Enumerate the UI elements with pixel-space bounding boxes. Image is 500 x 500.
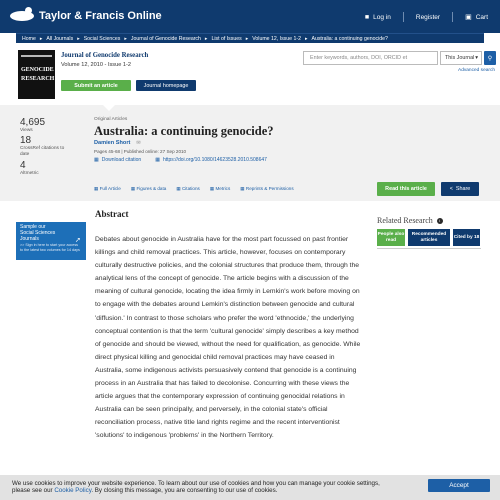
chevron-down-icon: ▾	[475, 55, 478, 61]
journal-volume[interactable]: Volume 12, 2010 - Issue 1-2	[61, 62, 131, 68]
login-link[interactable]: ■ Log in	[364, 13, 391, 21]
taylor-francis-logo[interactable]	[10, 10, 162, 22]
band-notch	[103, 105, 115, 111]
chevron-right-icon: ▸	[124, 35, 127, 42]
chevron-right-icon: ▸	[204, 35, 208, 42]
share-icon: <	[449, 186, 453, 192]
ad-line-4: >> Sign in here to start your access to the latest two volumes for 14 days	[20, 243, 80, 252]
download-citation-link[interactable]: ▦ Download citation	[94, 157, 142, 163]
logo-text: Taylor & Francis Online	[39, 10, 162, 22]
related-tabs	[377, 229, 483, 246]
journal-cover[interactable]	[18, 50, 55, 99]
article-author[interactable]: Damien Short ✉	[94, 140, 141, 146]
chevron-right-icon: ▸	[39, 35, 43, 42]
divider	[403, 12, 404, 22]
tab-reprints-permissions[interactable]: ▦ Reprints & Permissions	[240, 186, 294, 191]
arrow-right-icon: ➚	[75, 237, 81, 244]
divider	[377, 248, 481, 249]
chevron-right-icon: ▸	[245, 35, 249, 42]
tab-recommended-articles[interactable]: Recommended articles	[408, 229, 450, 246]
cookie-banner	[0, 475, 500, 500]
search-input[interactable]	[303, 51, 438, 65]
breadcrumb-list-of-issues[interactable]: List of Issues	[211, 35, 242, 42]
metric-altmetric[interactable]: 4 Altmetric	[20, 160, 39, 176]
cover-stripe	[21, 55, 52, 57]
breadcrumb-all-journals[interactable]: All Journals	[46, 35, 74, 42]
cover-title-1: GENOCIDE	[21, 67, 54, 73]
submit-article-button[interactable]: Submit an article	[61, 80, 131, 91]
breadcrumb	[16, 33, 484, 43]
journal-bar	[16, 46, 496, 102]
journal-homepage-button[interactable]: Journal homepage	[136, 80, 196, 91]
breadcrumb-issue[interactable]: Volume 12, Issue 1-2	[252, 35, 301, 42]
tab-cited-by[interactable]: Cited by 18	[453, 229, 480, 246]
breadcrumb-home[interactable]: Home	[22, 35, 36, 42]
cookie-message: We use cookies to improve your website experience. To learn about our use of cookies and how you can manage your cookie settings, please see our Cookie Policy. By closing this message, you are consenting to our use of cookies.	[12, 480, 380, 495]
doi-link[interactable]: ▦ https://doi.org/10.1080/14623528.2010.508647	[155, 157, 267, 163]
site-header	[0, 0, 500, 33]
breadcrumb-social-sciences[interactable]: Social Sciences	[83, 35, 121, 42]
search-button[interactable]	[484, 51, 496, 65]
abstract-text: Debates about genocide in Australia have for the most part focussed on past frontier killings and child removal practices. This article, however, focuses on contemporary culturally destructive policies, and the colonial structures that produce them, through the analytical lens of the concept of genocide. The article begins with a discussion of the meaning of cultural genocide, locating the idea firmly in Lemkin's work before moving on to engage with the debates around Lemkin's distinction between genocide and cultural 'diffusion.' In contrast to those scholars who prefer the word 'ethnocide,' the underlying conceptual contention is that the term 'cultural genocide' simply describes a key method of genocide and should be viewed, without the need for qualification, as genocide. While direct physical killing and genocidal child removal practices may have ceased in Australia, some indigenous activists persuasively contend that genocide is a continuing process in an Australia that has failed to decolonise. Concurring with these views the article argues that the contemporary expression of continuing genocidal relations in Australia can be seen principally, and perversely, in the colonial state's official reconciliation process, native title land rights regime and the recent interventionist 'solutions' to indigenous 'problems' in the Northern Territory.	[95, 236, 361, 440]
publication-info: Pages 45-68 | Published online: 27 Sep 2010	[94, 149, 187, 154]
ad-line-3: Journals	[20, 235, 39, 242]
register-link[interactable]: Register	[415, 13, 441, 21]
cart-link[interactable]: ▣ Cart	[465, 13, 488, 21]
divider	[452, 12, 453, 22]
breadcrumb-journal[interactable]: Journal of Genocide Research	[130, 35, 201, 42]
advanced-search-link[interactable]: Advanced search	[458, 68, 496, 73]
metric-citations[interactable]: 18 CrossRef citations to date	[20, 135, 65, 157]
sample-journals-ad[interactable]	[16, 222, 86, 260]
share-button[interactable]: < Share	[441, 182, 479, 196]
article-type: Original Articles	[94, 117, 128, 122]
download-icon: ▦	[94, 157, 99, 163]
ad-line-2: Social Sciences	[20, 229, 56, 236]
tab-figures-data[interactable]: ▦ Figures & data	[130, 186, 167, 191]
article-links	[94, 157, 281, 163]
tab-metrics[interactable]: ▦ Metrics	[209, 186, 231, 191]
metric-views: 4,695 Views	[20, 117, 46, 133]
external-link-icon: ▦	[155, 157, 160, 163]
accept-cookies-button[interactable]: Accept	[428, 479, 490, 492]
article-title: Australia: a continuing genocide?	[94, 124, 274, 138]
read-article-button[interactable]: Read this article	[377, 182, 435, 196]
search-scope-value: This Journal	[445, 55, 475, 61]
chevron-right-icon: ▸	[77, 35, 80, 42]
breadcrumb-current: Australia: a continuing genocide?	[311, 35, 388, 42]
logo-mark-icon	[10, 11, 34, 21]
cover-title-2: RESEARCH	[21, 76, 55, 82]
tab-citations[interactable]: ▦ Citations	[176, 186, 200, 191]
abstract-heading: Abstract	[95, 209, 129, 219]
info-icon[interactable]: i	[437, 218, 443, 224]
cookie-policy-link[interactable]: Cookie Policy	[54, 487, 92, 495]
search-scope-select[interactable]	[440, 51, 482, 65]
tab-people-also-read[interactable]: People also read	[377, 229, 405, 246]
article-subnav	[94, 186, 304, 192]
email-icon[interactable]: ✉	[136, 140, 141, 146]
chevron-right-icon: ▸	[304, 35, 308, 42]
account-links	[353, 12, 488, 22]
cart-icon: ▣	[465, 14, 472, 21]
journal-title[interactable]: Journal of Genocide Research	[61, 52, 149, 59]
search-icon: ⚲	[487, 55, 493, 62]
ad-line-1: Sample our	[20, 224, 46, 230]
related-research-heading: Related Research i	[377, 216, 443, 225]
tab-full-article[interactable]: ▦ Full Article	[94, 186, 121, 191]
user-icon: ■	[364, 13, 370, 21]
